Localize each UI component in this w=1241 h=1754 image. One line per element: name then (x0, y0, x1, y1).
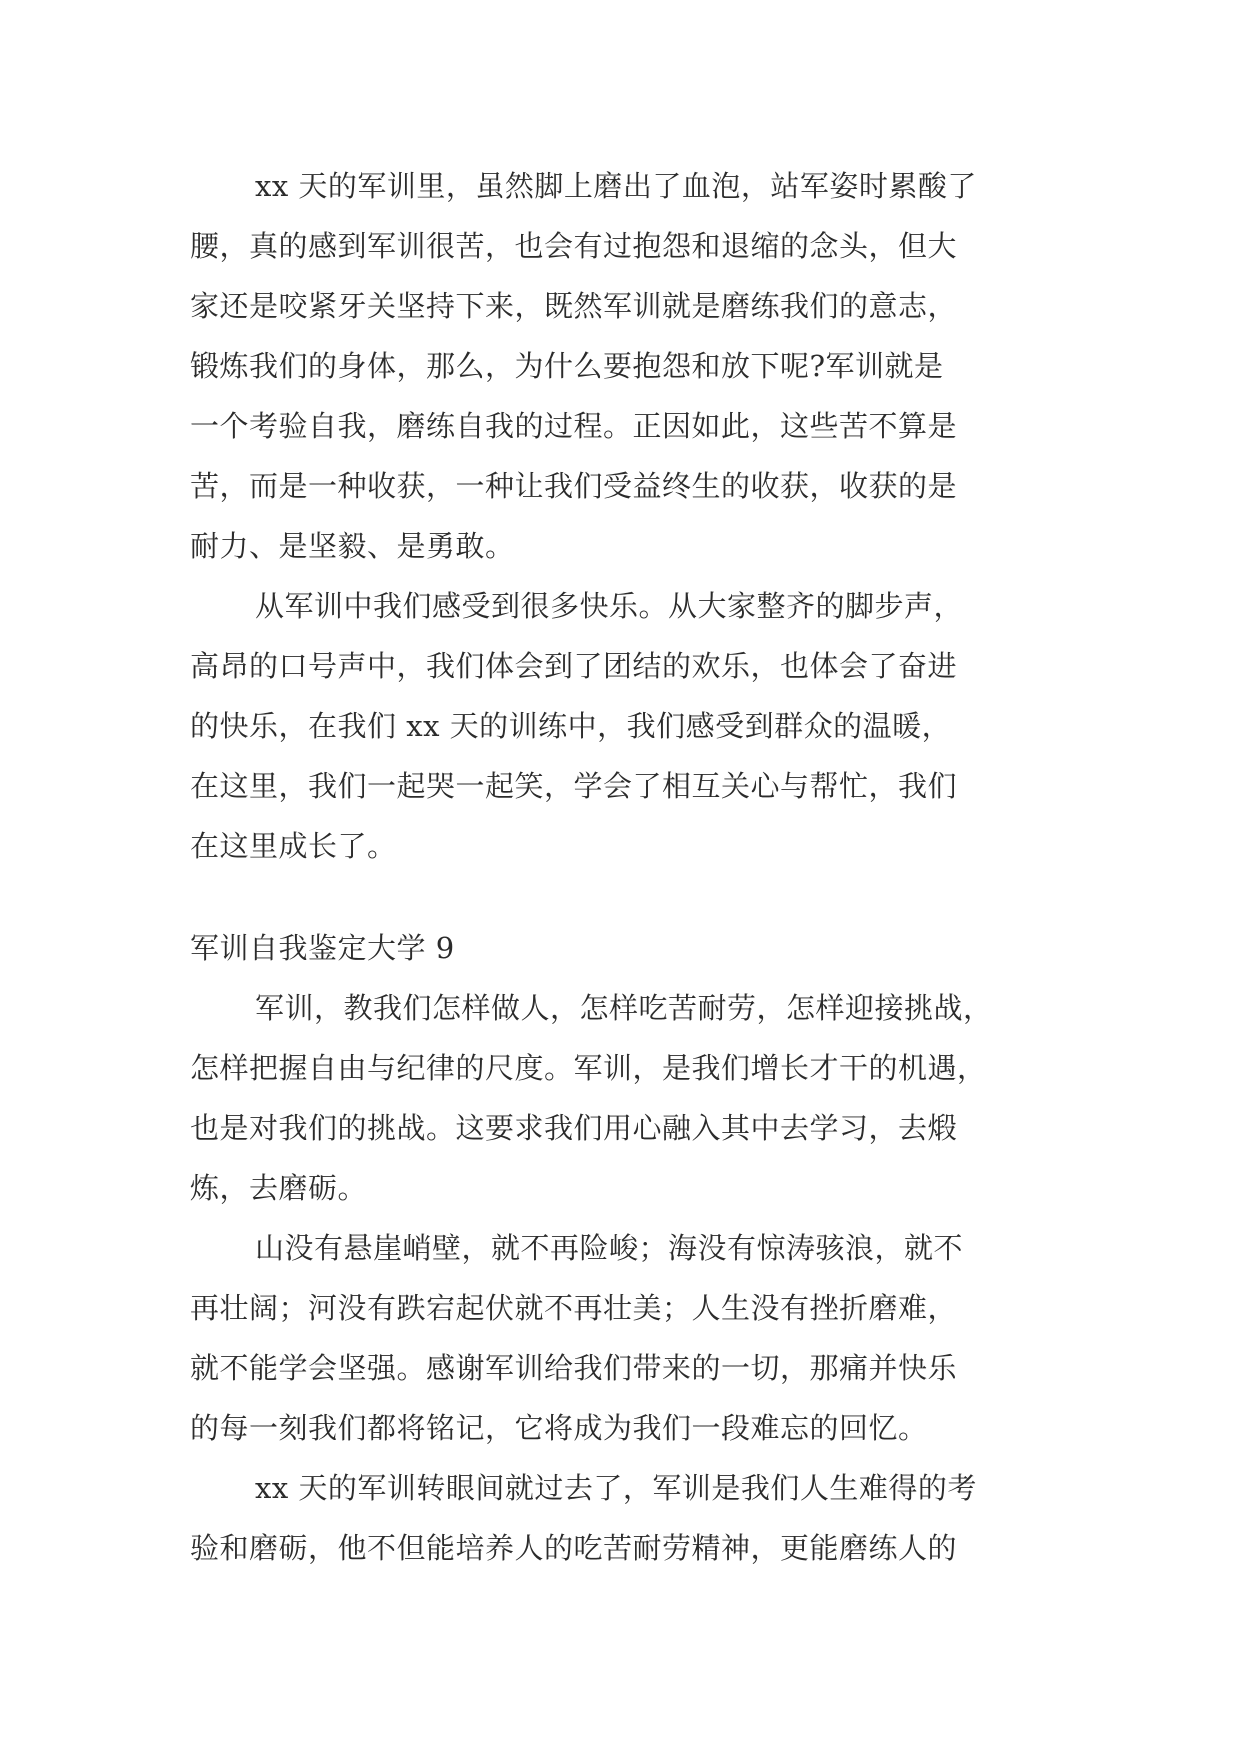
paragraph-1-line-2: 腰，真的感到军训很苦，也会有过抱怨和退缩的念头，但大 (190, 229, 958, 263)
paragraph-1-line-3: 家还是咬紧牙关坚持下来，既然军训就是磨练我们的意志， (190, 289, 958, 323)
paragraph-2-line-4: 在这里，我们一起哭一起笑，学会了相互关心与帮忙，我们 (190, 769, 958, 803)
paragraph-1-line-7: 耐力、是坚毅、是勇敢。 (190, 529, 515, 563)
paragraph-1-line-1: xx 天的军训里，虽然脚上磨出了血泡，站军姿时累酸了 (255, 169, 977, 203)
paragraph-3-line-2: 怎样把握自由与纪律的尺度。军训，是我们增长才干的机遇， (190, 1051, 987, 1085)
paragraph-2-line-1: 从军训中我们感受到很多快乐。从大家整齐的脚步声， (255, 589, 964, 623)
paragraph-2-line-5: 在这里成长了。 (190, 829, 397, 863)
section-heading: 军训自我鉴定大学 9 (190, 931, 455, 965)
paragraph-2-line-2: 高昂的口号声中，我们体会到了团结的欢乐，也体会了奋进 (190, 649, 958, 683)
paragraph-1-line-6: 苦，而是一种收获，一种让我们受益终生的收获，收获的是 (190, 469, 958, 503)
paragraph-4-line-3: 就不能学会坚强。感谢军训给我们带来的一切，那痛并快乐 (190, 1351, 958, 1385)
paragraph-4-line-2: 再壮阔；河没有跌宕起伏就不再壮美；人生没有挫折磨难， (190, 1291, 958, 1325)
paragraph-1-line-4: 锻炼我们的身体，那么，为什么要抱怨和放下呢?军训就是 (190, 349, 944, 383)
paragraph-5-line-1: xx 天的军训转眼间就过去了，军训是我们人生难得的考 (255, 1471, 977, 1505)
paragraph-4-line-1: 山没有悬崖峭壁，就不再险峻；海没有惊涛骇浪，就不 (255, 1231, 964, 1265)
paragraph-4-line-4: 的每一刻我们都将铭记，它将成为我们一段难忘的回忆。 (190, 1411, 928, 1445)
paragraph-1-line-5: 一个考验自我，磨练自我的过程。正因如此，这些苦不算是 (190, 409, 958, 443)
paragraph-3-line-3: 也是对我们的挑战。这要求我们用心融入其中去学习，去煅 (190, 1111, 958, 1145)
paragraph-2-line-3: 的快乐，在我们 xx 天的训练中，我们感受到群众的温暖， (190, 709, 952, 743)
paragraph-3-line-1: 军训，教我们怎样做人，怎样吃苦耐劳，怎样迎接挑战， (255, 991, 993, 1025)
paragraph-5-line-2: 验和磨砺，他不但能培养人的吃苦耐劳精神，更能磨练人的 (190, 1531, 958, 1565)
paragraph-3-line-4: 炼，去磨砺。 (190, 1171, 368, 1205)
